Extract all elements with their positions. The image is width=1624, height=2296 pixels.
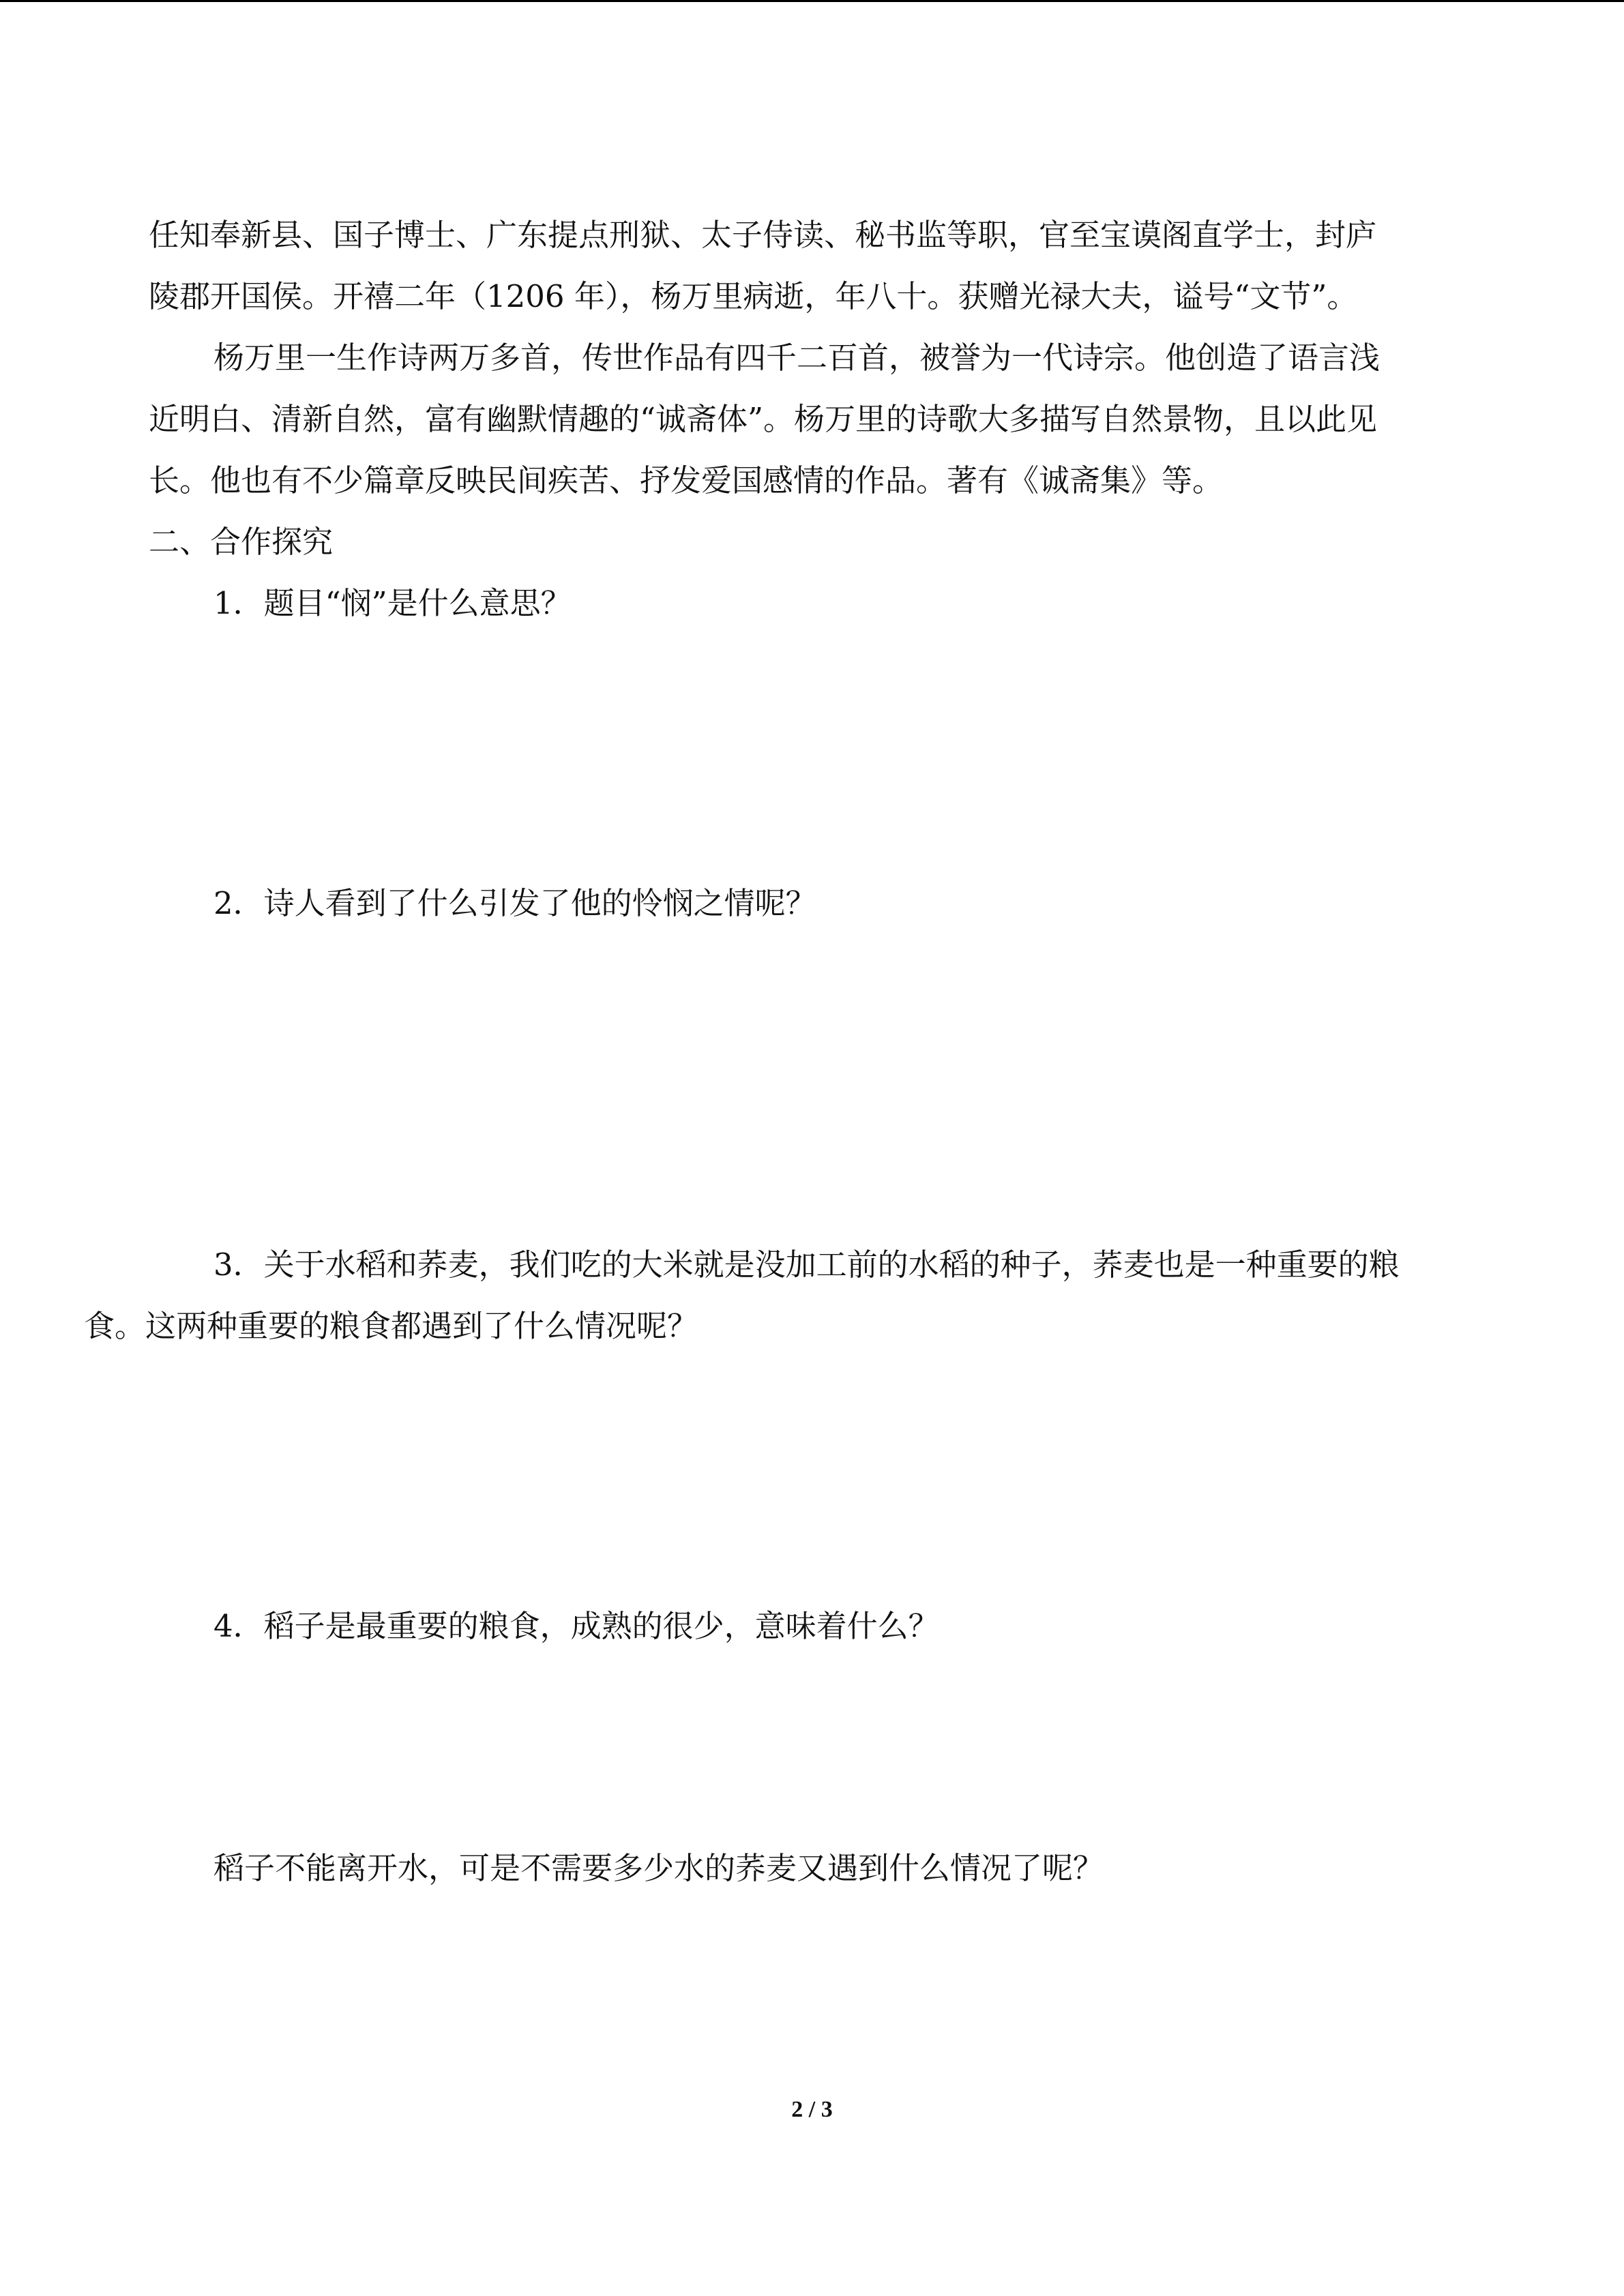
biography-paragraph-continued [149, 205, 1475, 327]
biography-line-2: 陵郡开国侯。开禧二年（1206 年），杨万里病逝，年八十。获赠光禄大夫，谥号“文节”。 [149, 278, 1358, 314]
question-3-line-2: 食。这两种重要的粮食都遇到了什么情况呢？ [84, 1308, 698, 1344]
answer-space-4[interactable] [149, 1657, 1475, 1838]
answer-space-1[interactable] [149, 634, 1475, 873]
question-3 [84, 1234, 1475, 1357]
answer-space-5[interactable] [149, 1899, 1475, 2104]
question-3-line-1: 3．关于水稻和荞麦，我们吃的大米就是没加工前的水稻的种子，荞麦也是一种重要的粮 [213, 1247, 1400, 1283]
works-line-2: 近明白、清新自然，富有幽默情趣的“诚斋体”。杨万里的诗歌大多描写自然景物，且以此见 [149, 401, 1378, 437]
biography-line-1: 任知奉新县、国子博士、广东提点刑狱、太子侍读、秘书监等职，官至宝谟阁直学士，封庐 [149, 217, 1377, 253]
document-body [84, 205, 1475, 2104]
question-5: 稻子不能离开水，可是不需要多少水的荞麦又遇到什么情况了呢？ [213, 1850, 1104, 1886]
answer-space-3[interactable] [149, 1357, 1475, 1596]
section-heading: 二、合作探究 [149, 524, 334, 560]
page-number: 2 / 3 [791, 2097, 833, 2122]
question-2: 2．诗人看到了什么引发了他的怜悯之情呢？ [213, 885, 816, 921]
works-line-1: 杨万里一生作诗两万多首，传世作品有四千二百首，被誉为一代诗宗。他创造了语言浅 [213, 340, 1381, 376]
question-4: 4．稻子是最重要的粮食，成熟的很少，意味着什么？ [213, 1608, 939, 1644]
question-1: 1．题目“悯”是什么意思？ [213, 585, 572, 621]
answer-space-2[interactable] [149, 934, 1475, 1234]
works-line-3: 长。他也有不少篇章反映民间疾苦、抒发爱国感情的作品。著有《诚斋集》等。 [149, 462, 1224, 498]
works-paragraph [149, 327, 1475, 511]
